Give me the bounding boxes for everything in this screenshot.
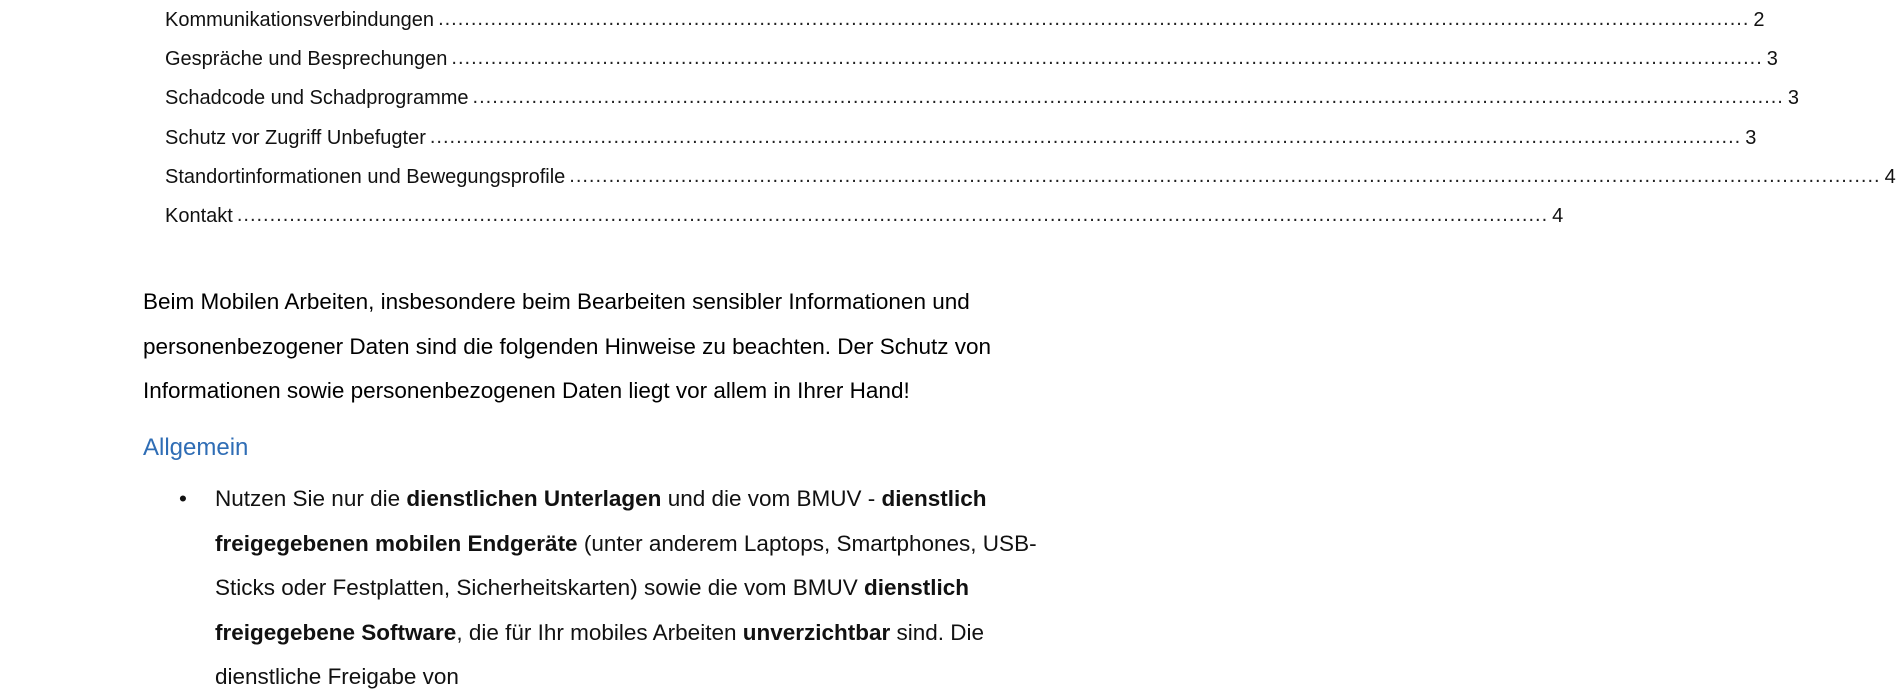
toc-leader-dots: ........................................................................................................................................................................................................	[429, 125, 1742, 148]
toc-leader-dots: ........................................................................................................................................................................................................	[569, 164, 1881, 187]
text-segment: Nutzen Sie nur die	[215, 486, 407, 511]
bold-segment: dienstlichen Unterlagen	[406, 486, 662, 511]
toc-entry[interactable]	[165, 39, 1778, 78]
bold-segment: dienstlich freigegebene Software	[215, 575, 970, 645]
toc-entry-page: 2	[1753, 8, 1765, 31]
toc-entry-page: 4	[1884, 165, 1896, 188]
toc-entry-page: 3	[1766, 47, 1778, 70]
intro-paragraph	[143, 280, 1073, 414]
bold-segment: dienstlich freigegebenen mobilen Endgeräte	[215, 486, 987, 556]
toc-leader-dots: ........................................................................................................................................................................................................	[472, 86, 1784, 109]
intro-line: Informationen sowie personenbezogenen Daten liegt vor allem in Ihrer Hand!	[143, 378, 910, 403]
table-of-contents	[165, 0, 1896, 236]
toc-entry-title: Schadcode und Schadprogramme	[165, 88, 473, 108]
toc-leader-dots: ........................................................................................................................................................................................................	[236, 204, 1549, 227]
section-heading: Allgemein	[143, 434, 249, 461]
toc-entry-title: Standortinformationen und Bewegungsprofile	[165, 167, 569, 187]
toc-entry-title: Kontakt	[165, 206, 237, 226]
toc-leader-dots: ........................................................................................................................................................................................................	[438, 7, 1750, 30]
toc-entry-page: 4	[1552, 205, 1564, 228]
toc-entry[interactable]	[165, 196, 1564, 235]
toc-entry-page: 3	[1745, 126, 1757, 149]
toc-entry-title: Kommunikationsverbindungen	[165, 10, 438, 30]
text-segment: und die vom BMUV -	[661, 486, 882, 511]
toc-entry[interactable]	[165, 157, 1896, 196]
toc-entry[interactable]	[165, 118, 1757, 157]
list-item	[143, 477, 1063, 700]
toc-entry-page: 3	[1787, 87, 1799, 110]
text-segment: , die für Ihr mobiles Arbeiten	[456, 619, 743, 645]
toc-entry-title: Schutz vor Zugriff Unbefugter	[165, 128, 430, 148]
text-segment: (unter anderem Laptops, Smartphones, USB-Sticks oder Festplatten, Sicherheitskarten) sowie die vom BMUV	[215, 530, 1037, 600]
toc-entry-title: Gespräche und Besprechungen	[165, 49, 451, 69]
intro-line: personenbezogener Daten sind die folgenden Hinweise zu beachten. Der Schutz von	[143, 333, 992, 359]
bullet-text	[215, 486, 1037, 689]
intro-line: Beim Mobilen Arbeiten, insbesondere beim Bearbeiten sensibler Informationen und	[143, 289, 970, 314]
toc-entry[interactable]	[165, 79, 1799, 118]
toc-entry[interactable]	[165, 0, 1765, 39]
toc-leader-dots: ........................................................................................................................................................................................................	[451, 46, 1763, 69]
text-segment: sind. Die dienstliche Freigabe von	[215, 619, 985, 689]
bullet-marker: •	[179, 486, 187, 511]
bullet-list	[143, 477, 1063, 700]
bold-segment: unverzichtbar	[742, 619, 891, 645]
